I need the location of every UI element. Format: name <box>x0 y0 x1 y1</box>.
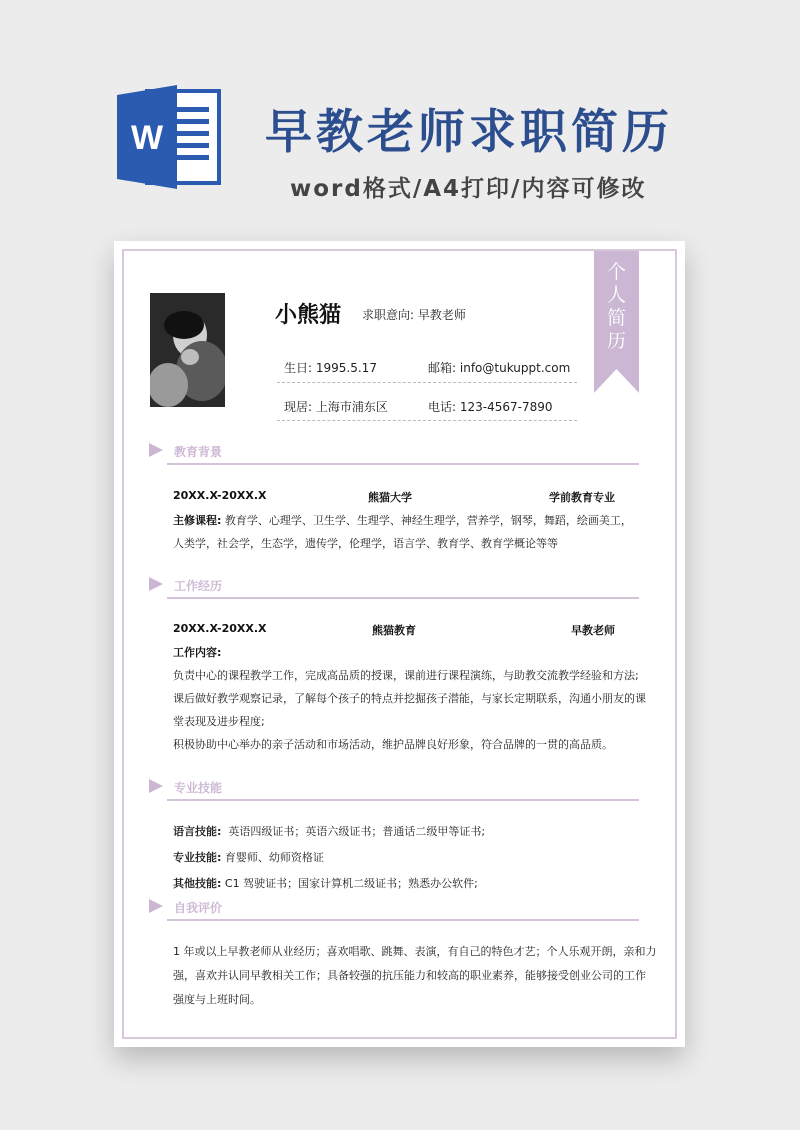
education-courses <box>173 509 633 555</box>
phone-info <box>428 398 553 415</box>
email-value: info@tukuppt.com <box>459 361 571 375</box>
address-label: 现居: <box>284 400 313 414</box>
section-divider <box>167 597 639 599</box>
ribbon-char: 历 <box>606 330 626 352</box>
job-intent-value: 早教老师 <box>417 308 466 322</box>
education-period: 20XX.X-20XX.X <box>173 489 267 502</box>
skill-value: 英语四级证书；英语六级证书；普通话二级甲等证书; <box>228 825 486 838</box>
phone-label: 电话: <box>428 400 457 414</box>
section-divider <box>167 919 639 921</box>
candidate-name: 小熊猫 <box>275 303 342 328</box>
section-title-education: 教育背景 <box>174 445 223 459</box>
self-eval-line: 强度与上班时间。 <box>173 993 261 1006</box>
work-period: 20XX.X-20XX.X <box>173 622 267 635</box>
section-title-work: 工作经历 <box>174 579 223 593</box>
section-arrow-icon <box>149 577 163 591</box>
skills-list <box>173 819 633 897</box>
education-major: 学前教育专业 <box>549 491 615 504</box>
info-divider <box>277 420 577 421</box>
work-line: 课后做好教学观察记录，了解每个孩子的特点并挖掘孩子潜能，与家长定期联系，沟通小朋友的课 <box>173 692 646 705</box>
address-value: 上海市浦东区 <box>315 400 388 414</box>
work-position: 早教老师 <box>571 624 615 637</box>
skill-item <box>173 871 633 897</box>
birth-label: 生日: <box>284 361 313 375</box>
work-line: 负责中心的课程教学工作，完成高品质的授课，课前进行课程演练，与助教交流教学经验和方法; <box>173 669 639 682</box>
education-school: 熊猫大学 <box>368 491 412 504</box>
self-eval-line: 1 年或以上早教老师从业经历；喜欢唱歌、跳舞、表演，有自己的特色才艺；个人乐观开朗，亲和力 <box>173 945 657 958</box>
banner-title: 早教老师求职简历 <box>265 105 673 160</box>
section-arrow-icon <box>149 899 163 913</box>
ribbon-char: 简 <box>606 307 626 329</box>
email-label: 邮箱: <box>428 361 457 375</box>
work-company: 熊猫教育 <box>372 624 416 637</box>
birth-info <box>284 359 377 376</box>
skill-value: C1 驾驶证书；国家计算机二级证书；熟悉办公软件; <box>224 877 478 890</box>
self-eval-text <box>173 940 657 1012</box>
section-divider <box>167 799 639 801</box>
section-title-self-eval: 自我评价 <box>174 901 223 915</box>
info-divider <box>277 382 577 383</box>
courses-label: 主修课程: <box>173 514 222 527</box>
profile-photo <box>150 293 225 407</box>
birth-value: 1995.5.17 <box>315 361 377 375</box>
section-arrow-icon <box>149 779 163 793</box>
job-intent <box>362 306 466 323</box>
ribbon-label <box>594 261 639 353</box>
banner-subtitle: word格式/A4打印/内容可修改 <box>290 176 647 202</box>
work-content <box>173 641 646 756</box>
job-intent-label: 求职意向: <box>362 308 415 322</box>
address-info <box>284 398 388 415</box>
skill-item <box>173 845 633 871</box>
section-title-skills: 专业技能 <box>174 781 223 795</box>
word-document-icon <box>117 85 223 189</box>
courses-value: 教育学、心理学、卫生学、生理学、神经生理学，营养学，钢琴，舞蹈，绘画美工，人类学，社会学，生态学，遗传学，伦理学，语言学、教育学、教育学概论等等 <box>173 514 632 550</box>
section-arrow-icon <box>149 443 163 457</box>
work-content-label: 工作内容: <box>173 646 222 659</box>
ribbon-char: 个 <box>606 261 626 283</box>
work-line: 堂表现及进步程度; <box>173 715 265 728</box>
email-info <box>428 359 570 376</box>
skill-value: 育婴师、幼师资格证 <box>224 851 324 864</box>
ribbon-char: 人 <box>606 284 626 306</box>
skill-item <box>173 819 633 845</box>
work-line: 积极协助中心举办的亲子活动和市场活动，维护品牌良好形象，符合品牌的一贯的高品质。 <box>173 738 613 751</box>
section-divider <box>167 463 639 465</box>
skill-label: 专业技能: <box>173 851 222 864</box>
phone-value: 123-4567-7890 <box>459 400 553 414</box>
self-eval-line: 强，喜欢并认同早教相关工作；具备较强的抗压能力和较高的职业素养，能够接受创业公司的工作 <box>173 969 646 982</box>
skill-label: 其他技能: <box>173 877 222 890</box>
word-icon-letter: W <box>130 119 164 157</box>
skill-label: 语言技能: <box>173 825 222 838</box>
resume-page <box>114 241 685 1047</box>
